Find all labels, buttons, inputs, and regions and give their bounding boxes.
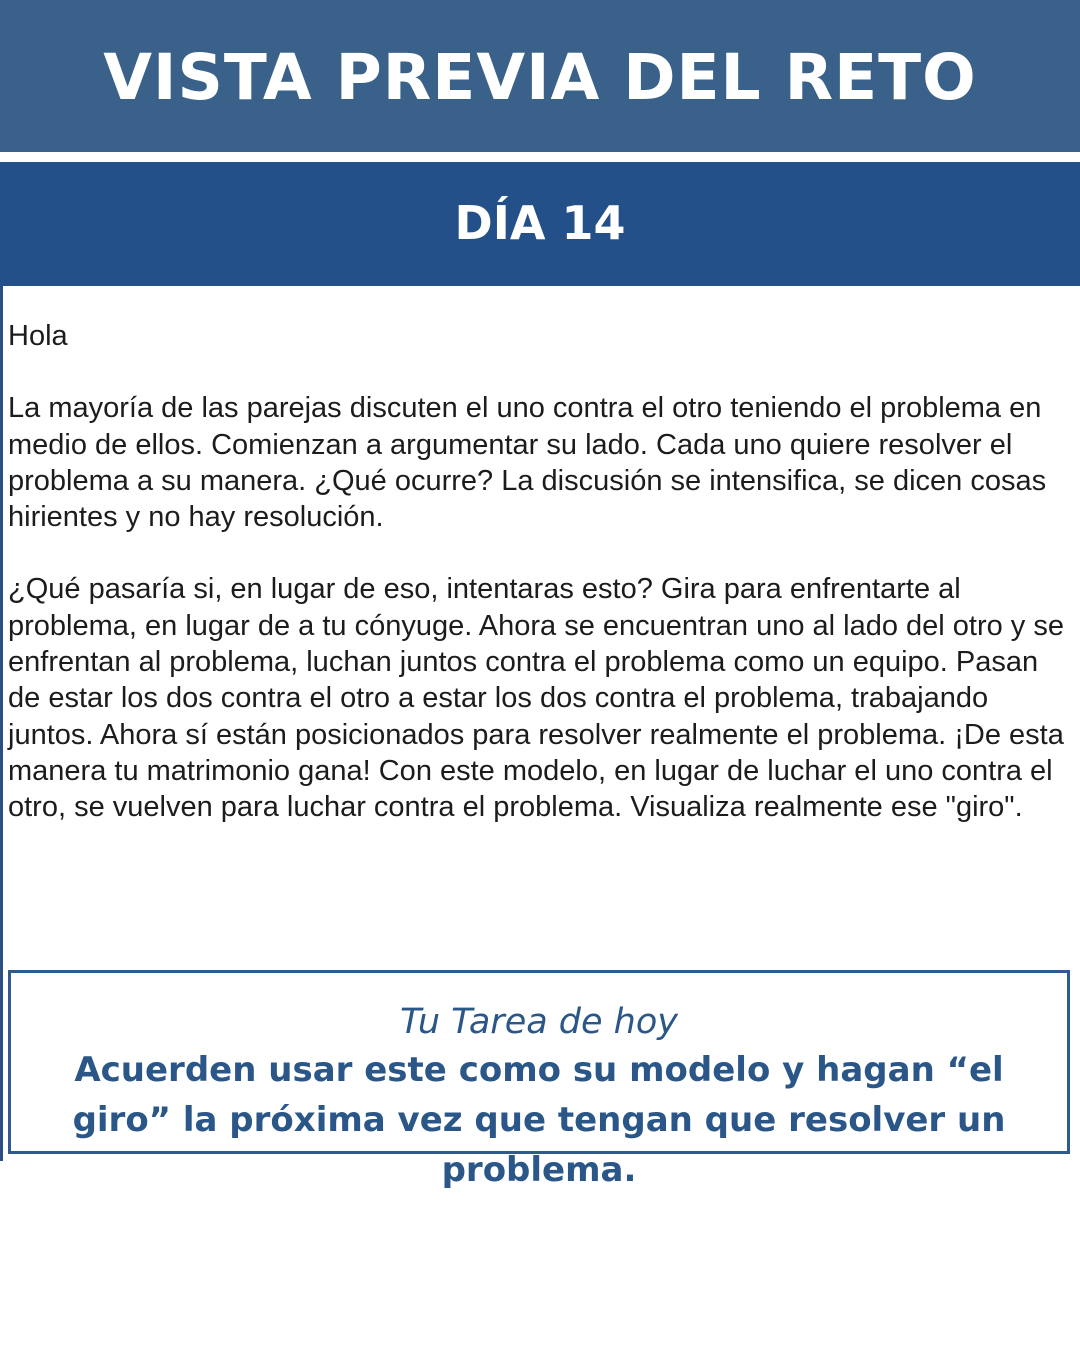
greeting-text: Hola [8,320,68,352]
day-band [0,162,1080,286]
task-box [8,970,1070,1190]
paragraph-1: La mayoría de las parejas discuten el uno contra el otro teniendo el problema en medio de ellos. Comienzan a argumentar su lado. Cada uno quiere resolver el problema a su manera. ¿Qué ocurre? La discusión se intensifica, se dicen cosas hirientes y no hay resolución. [8,392,1047,534]
letter-body [8,318,1068,862]
paragraph-2: ¿Qué pasaría si, en lugar de eso, intentaras esto? Gira para enfrentarte al problema, en lugar de a tu cónyuge. Ahora se encuentran uno al lado del otro y se enfrentan al problema, luchan juntos contra el problema como un equipo. Pasan de estar los dos contra el otro a estar los dos contra el problema, trabajando juntos. Ahora sí están posicionados para resolver realmente el problema. ¡De esta manera tu matrimonio gana! Con este modelo, en lugar de luchar el uno contra el otro, se vuelven para luchar contra el problema. Visualiza realmente ese "giro". [8,573,1064,824]
page-title: VISTA PREVIA DEL RETO [103,40,977,114]
task-heading: Tu Tarea de hoy [399,1002,678,1042]
left-border-line [0,286,3,1161]
top-banner [0,0,1080,152]
banner-divider [0,152,1080,162]
task-text: Acuerden usar este como su modelo y hagan “el giro” la próxima vez que tengan que resolver un problema. [72,1050,1006,1190]
day-title: DÍA 14 [454,196,626,250]
